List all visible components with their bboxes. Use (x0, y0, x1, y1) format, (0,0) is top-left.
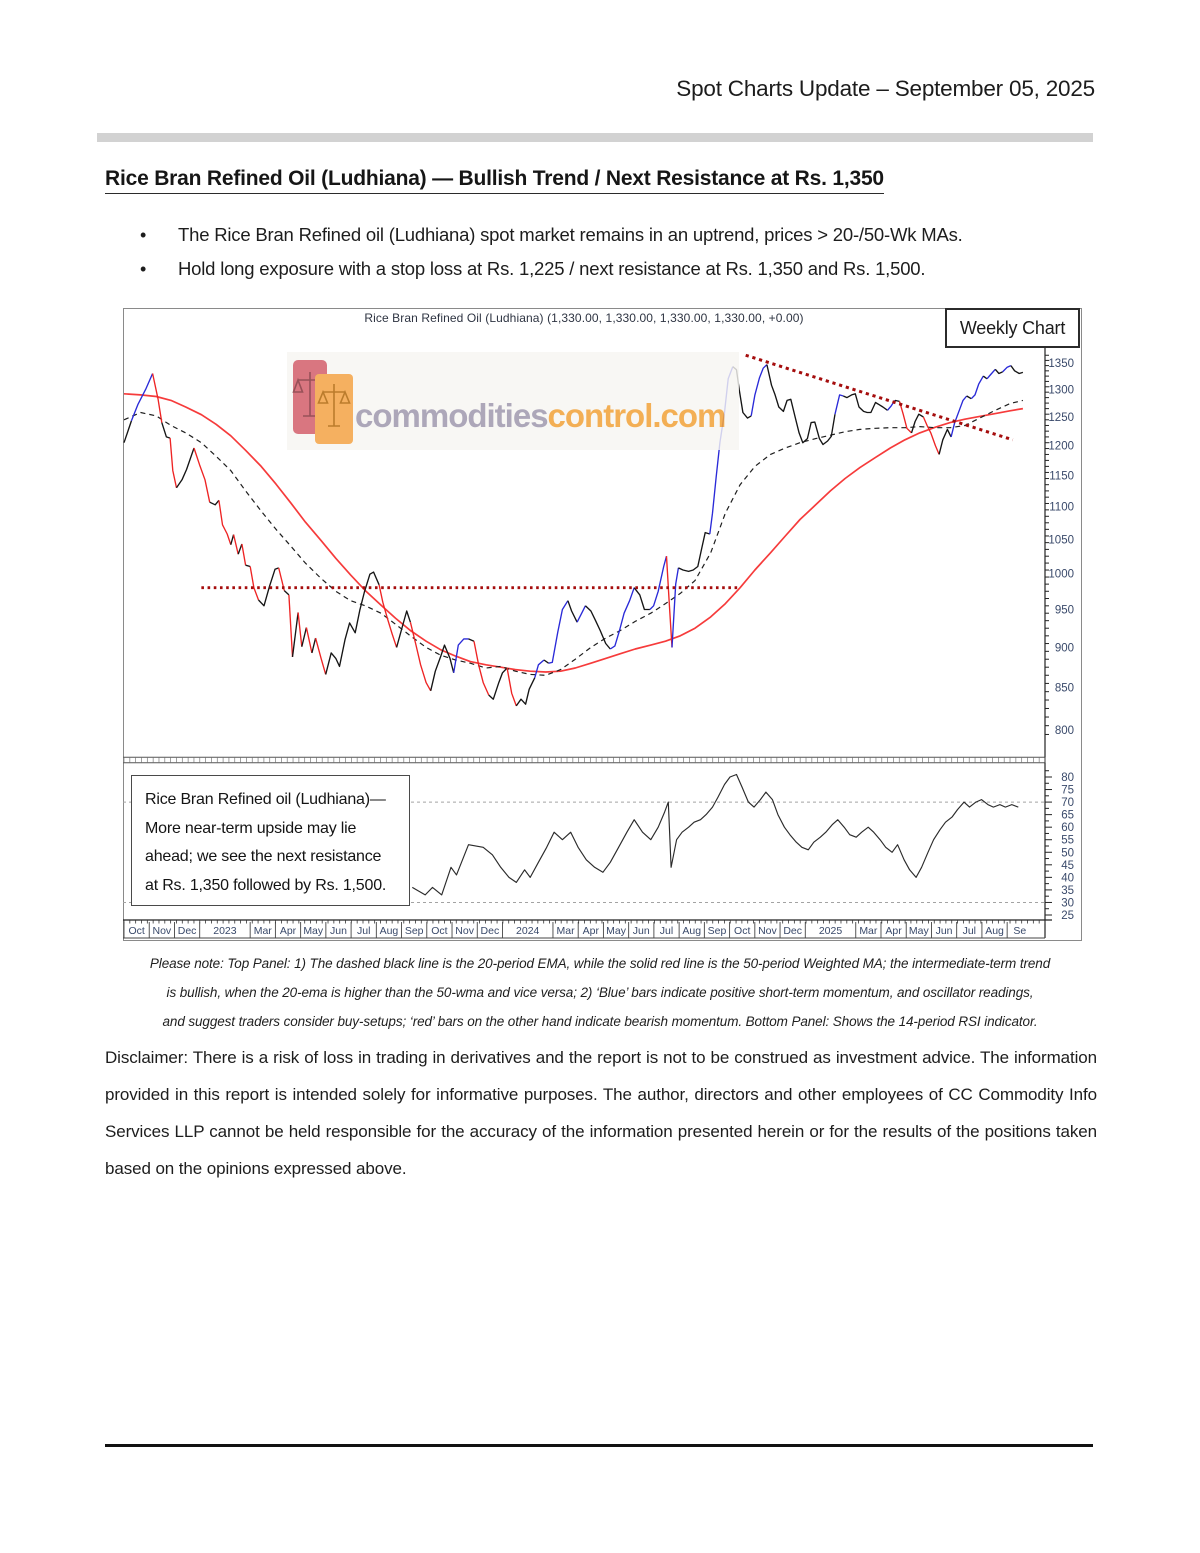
section-title (105, 167, 1105, 191)
svg-text:800: 800 (1054, 725, 1074, 738)
svg-text:Apr: Apr (582, 925, 599, 937)
svg-text:Oct: Oct (128, 925, 145, 937)
svg-text:May: May (303, 925, 324, 937)
svg-text:850: 850 (1054, 682, 1074, 695)
annotation-line: ahead; we see the next resistance (145, 848, 382, 865)
svg-text:Mar: Mar (859, 925, 878, 937)
chart-annotation-box (131, 775, 410, 906)
svg-text:60: 60 (1061, 822, 1074, 835)
watermark-commoditiescontrol (287, 352, 739, 450)
section-title-text: Rice Bran Refined Oil (Ludhiana) — Bullish Trend / Next Resistance at Rs. 1,350 (105, 167, 884, 194)
svg-text:65: 65 (1061, 809, 1074, 822)
svg-text:Oct: Oct (734, 925, 751, 937)
bullet-item (140, 258, 1100, 280)
svg-text:Jul: Jul (356, 925, 371, 937)
svg-text:Mar: Mar (556, 925, 575, 937)
svg-text:Jun: Jun (632, 925, 650, 937)
svg-text:Oct: Oct (431, 925, 448, 937)
svg-text:Jun: Jun (935, 925, 953, 937)
annotation-line: Rice Bran Refined oil (Ludhiana)— (145, 791, 386, 808)
svg-text:Se: Se (1013, 925, 1027, 937)
footnote-line: Please note: Top Panel: 1) The dashed black line is the 20-period EMA, while the solid red line is the 50-period Weighted MA; the intermediate-term trend (149, 956, 1051, 971)
svg-text:70: 70 (1061, 797, 1074, 810)
svg-text:900: 900 (1054, 642, 1074, 655)
disclaimer-text: Disclaimer: There is a risk of loss in trading in derivatives and the report is not to be construed as investment advice. The information provided in this report is intended solely for informative purposes. The author, directors and other employees of CC Commodity Info Services LLP cannot be held responsible for the accuracy of the information presented herein or for the results of the positions taken based on the opinions expressed above. (105, 1048, 1097, 1178)
svg-text:Jul: Jul (962, 925, 977, 937)
svg-text:Aug: Aug (379, 925, 399, 937)
svg-text:25: 25 (1061, 909, 1074, 922)
svg-text:2024: 2024 (516, 925, 540, 937)
svg-text:2023: 2023 (213, 925, 237, 937)
bullet-icon: • (140, 225, 147, 245)
commoditiescontrol-logo-icon (291, 358, 355, 446)
svg-text:Aug: Aug (682, 925, 702, 937)
svg-text:Dec: Dec (177, 925, 197, 937)
svg-text:Nov: Nov (455, 925, 474, 937)
svg-text:1250: 1250 (1048, 411, 1074, 424)
svg-text:Dec: Dec (480, 925, 500, 937)
svg-text:75: 75 (1061, 784, 1074, 797)
svg-text:Aug: Aug (985, 925, 1004, 937)
bullet-text: The Rice Bran Refined oil (Ludhiana) spot market remains in an uptrend, prices > 20-/50-Wk MAs. (178, 224, 963, 245)
svg-text:1150: 1150 (1049, 470, 1074, 483)
svg-text:Apr: Apr (279, 925, 297, 937)
bullet-text: Hold long exposure with a stop loss at Rs. 1,225 / next resistance at Rs. 1,350 and Rs. 1,500. (178, 258, 926, 279)
svg-text:May: May (606, 925, 626, 937)
svg-text:1000: 1000 (1048, 568, 1074, 581)
chart-footnote (50, 949, 1150, 1036)
svg-text:Jul: Jul (659, 925, 674, 937)
svg-text:1300: 1300 (1048, 384, 1074, 397)
svg-text:1050: 1050 (1048, 534, 1074, 547)
svg-text:Dec: Dec (783, 925, 803, 937)
svg-text:Apr: Apr (885, 925, 902, 937)
svg-text:35: 35 (1061, 884, 1074, 897)
watermark-text: commoditiescontrol.com (355, 397, 726, 434)
header-divider-bar (97, 133, 1093, 142)
svg-text:Sep: Sep (707, 925, 727, 937)
footnote-line: is bullish, when the 20-ema is higher than the 50-wma and vice versa; 2) ‘Blue’ bars indicate positive short-term momentum, and oscillator readings, (166, 985, 1034, 1000)
svg-text:2025: 2025 (818, 925, 843, 937)
svg-text:950: 950 (1054, 604, 1074, 617)
svg-text:Jun: Jun (330, 925, 347, 937)
bullet-icon: • (140, 259, 147, 279)
report-header: Spot Charts Update – September 05, 2025 (676, 76, 1095, 101)
svg-text:80: 80 (1061, 772, 1074, 784)
svg-text:1350: 1350 (1048, 358, 1074, 370)
footnote-line: and suggest traders consider buy-setups; ‘red’ bars on the other hand indicate bearish momentum. Bottom Panel: Shows the 14-period RSI indicator. (162, 1014, 1038, 1029)
svg-text:55: 55 (1061, 834, 1074, 847)
svg-text:40: 40 (1061, 872, 1074, 885)
annotation-line: at Rs. 1,350 followed by Rs. 1,500. (145, 876, 387, 894)
svg-text:Nov: Nov (758, 925, 777, 937)
chart-title: Rice Bran Refined Oil (Ludhiana) (1,330.00, 1,330.00, 1,330.00, 1,330.00, +0.00) (364, 311, 804, 325)
bullet-item (140, 224, 1100, 246)
svg-text:30: 30 (1061, 897, 1074, 910)
svg-text:May: May (908, 925, 929, 937)
svg-text:Sep: Sep (404, 925, 424, 937)
footer-rule (105, 1444, 1093, 1447)
svg-text:45: 45 (1061, 859, 1074, 872)
weekly-chart-tag: Weekly Chart (945, 308, 1080, 348)
svg-text:Mar: Mar (253, 925, 272, 937)
svg-text:1200: 1200 (1048, 440, 1074, 453)
svg-text:Nov: Nov (152, 925, 172, 937)
weekly-price-chart (123, 308, 1082, 941)
annotation-line: More near-term upside may lie (145, 819, 357, 837)
svg-text:50: 50 (1061, 847, 1074, 860)
svg-text:1100: 1100 (1049, 501, 1074, 514)
